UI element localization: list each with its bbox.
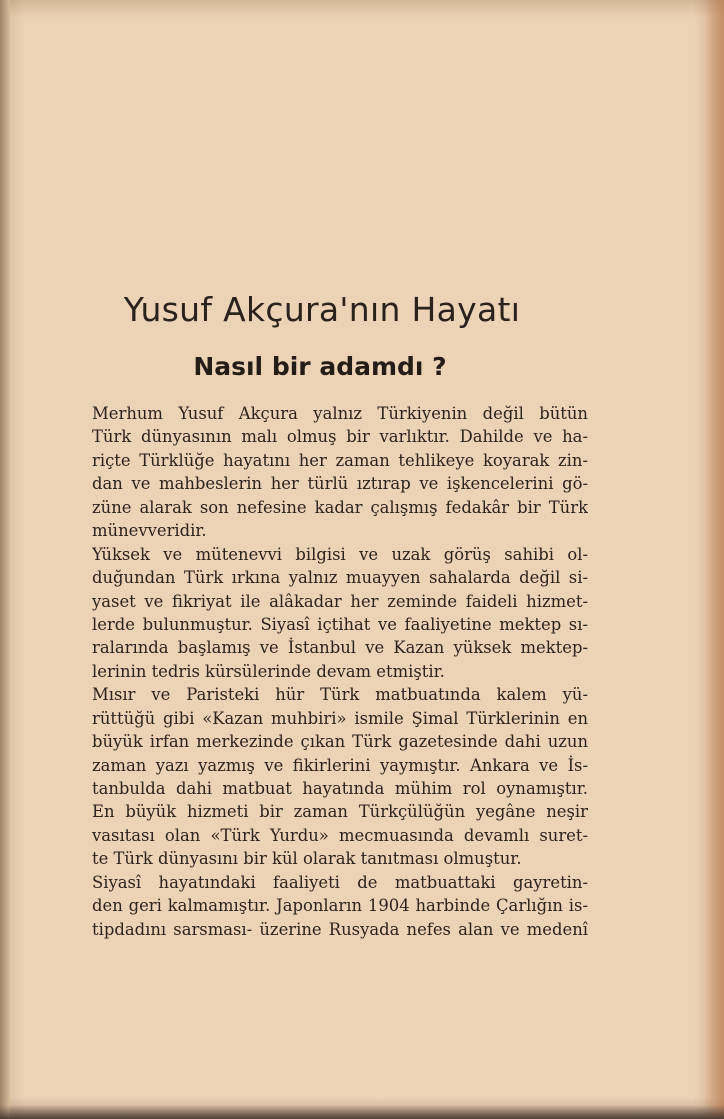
text-line: lerde bulunmuştur. Siyasî içtihat ve faaliyetine mektep sı-	[92, 614, 588, 634]
paragraph	[92, 543, 588, 684]
text-line: ralarında başlamış ve İstanbul ve Kazan yüksek mektep-	[92, 638, 588, 658]
text-line: lerinin tedris kürsülerinde devam etmiştir.	[92, 661, 445, 681]
text-line: münevveridir.	[92, 521, 207, 541]
paragraph	[92, 402, 588, 543]
text-line: te Türk dünyasını bir kül olarak tanıtması olmuştur.	[92, 849, 522, 869]
paragraph	[92, 683, 588, 871]
text-line: zaman yazı yazmış ve fikirlerini yaymıştır. Ankara ve İs-	[92, 755, 588, 775]
text-line: züne alarak son nefesine kadar çalışmış fedakâr bir Türk	[92, 497, 588, 517]
text-line: rüttüğü gibi «Kazan muhbiri» ismile Şimal Türklerinin en	[92, 708, 588, 728]
text-line: tanbulda dahi matbuat hayatında mühim rol oynamıştır.	[92, 779, 588, 798]
text-line: duğundan Türk ırkına yalnız muayyen sahalarda değil si-	[92, 568, 588, 588]
body-text	[92, 402, 588, 941]
text-line: Siyasî hayatındaki faaliyeti de matbuattaki gayretin-	[92, 872, 588, 892]
chapter-subtitle: Nasıl bir adamdı ?	[193, 352, 447, 381]
text-line: tipdadını sarsması- üzerine Rusyada nefes alan ve medenî	[92, 919, 588, 939]
text-line: yaset ve fikriyat ile alâkadar her zeminde faideli hizmet-	[92, 591, 588, 611]
text-line: Türk dünyasının malı olmuş bir varlıktır. Dahilde ve ha-	[92, 427, 588, 447]
text-line: riçte Türklüğe hayatını her zaman tehlikeye koyarak zin-	[92, 450, 588, 470]
text-line: Mısır ve Paristeki hür Türk matbuatında kalem yü-	[92, 685, 588, 705]
paragraph	[92, 871, 588, 941]
page-right-edge	[704, 0, 724, 1119]
chapter-title: Yusuf Akçura'nın Hayatı	[123, 290, 521, 329]
text-line: Yüksek ve mütenevvi bilgisi ve uzak görüş sahibi ol-	[92, 544, 588, 564]
text-line: En büyük hizmeti bir zaman Türkçülüğün yegâne neşir	[92, 802, 588, 822]
text-line: büyük irfan merkezinde çıkan Türk gazetesinde dahi uzun	[92, 732, 588, 752]
text-line: vasıtası olan «Türk Yurdu» mecmuasında devamlı suret-	[92, 825, 588, 845]
page-bottom-edge	[0, 1105, 724, 1119]
text-line: den geri kalmamıştır. Japonların 1904 harbinde Çarlığın is-	[92, 896, 588, 916]
text-line: Merhum Yusuf Akçura yalnız Türkiyenin değil bütün	[92, 404, 588, 423]
text-line: dan ve mahbeslerin her türlü ıztırap ve işkencelerini gö-	[92, 474, 588, 494]
page-binding-edge	[0, 0, 10, 1119]
